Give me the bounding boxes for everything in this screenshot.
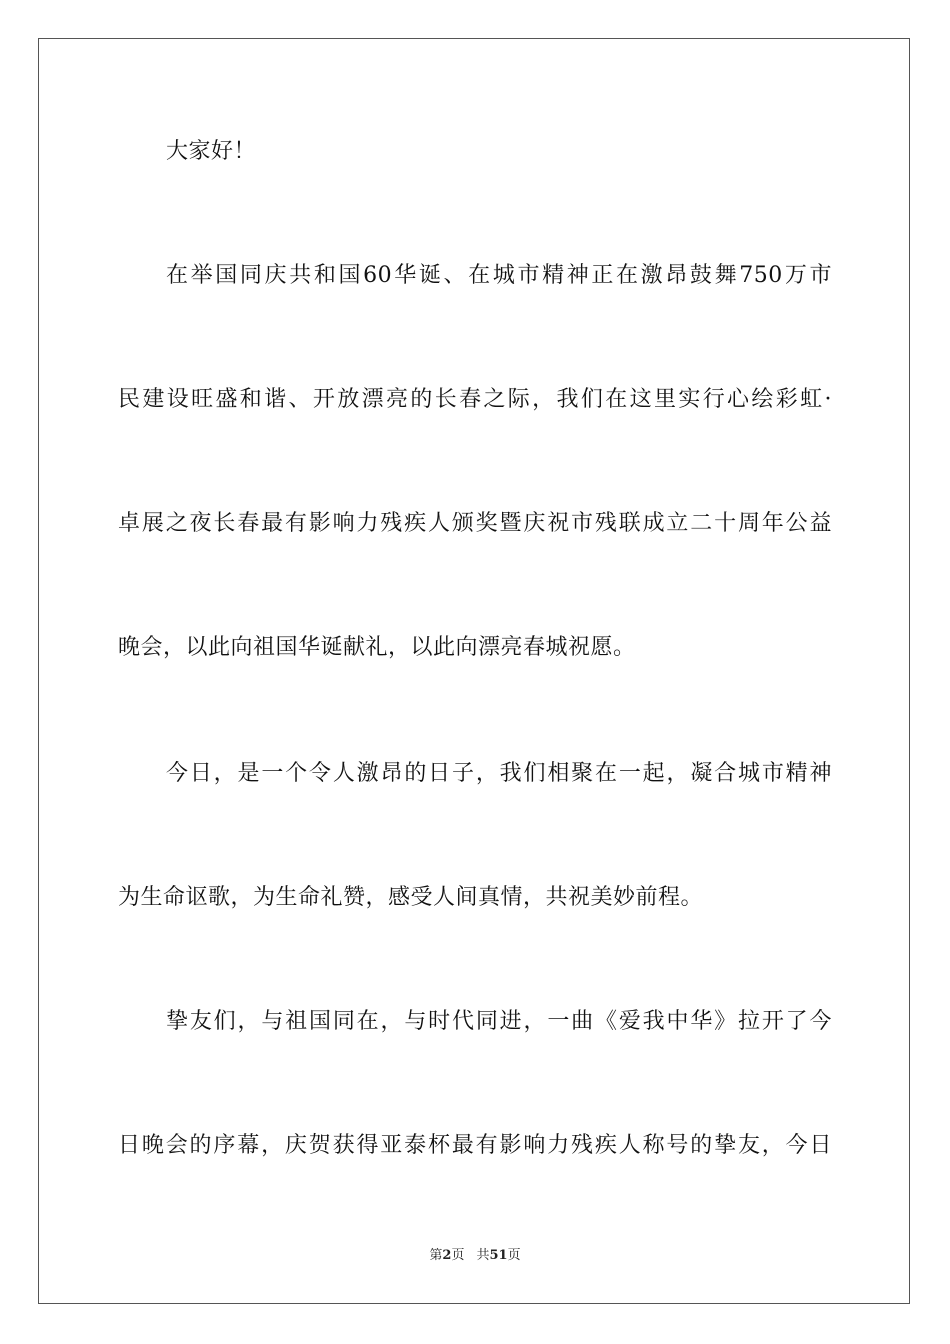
paragraph-2-line-2: 为生命讴歌，为生命礼赞，感受人间真情，共祝美妙前程。 xyxy=(118,885,704,910)
greeting-line: 大家好！ xyxy=(166,139,257,164)
total-pages: 51 xyxy=(489,1248,508,1263)
page-prefix: 第 xyxy=(429,1248,443,1263)
page-footer xyxy=(0,1248,950,1264)
total-prefix: 共 xyxy=(476,1248,490,1263)
paragraph-1-line-1: 在举国同庆共和国60华诞、在城市精神正在激昂鼓舞750万市 xyxy=(166,263,832,288)
page-number: 2 xyxy=(442,1248,452,1263)
paragraph-1-line-2: 民建设旺盛和谐、开放漂亮的长春之际，我们在这里实行心绘彩虹· xyxy=(118,387,832,412)
paragraph-1-line-3: 卓展之夜长春最有影响力残疾人颁奖暨庆祝市残联成立二十周年公益 xyxy=(118,511,832,536)
total-suffix: 页 xyxy=(507,1248,521,1263)
page-border xyxy=(38,38,910,1304)
paragraph-1-line-4: 晚会，以此向祖国华诞献礼，以此向漂亮春城祝愿。 xyxy=(118,635,636,660)
page-suffix: 页 xyxy=(451,1248,465,1263)
paragraph-2-line-1: 今日，是一个令人激昂的日子，我们相聚在一起，凝合城市精神 xyxy=(166,761,832,786)
paragraph-3-line-2: 日晚会的序幕，庆贺获得亚泰杯最有影响力残疾人称号的挚友，今日 xyxy=(118,1133,832,1158)
paragraph-3-line-1: 挚友们，与祖国同在，与时代同进，一曲《爱我中华》拉开了今 xyxy=(166,1009,832,1034)
